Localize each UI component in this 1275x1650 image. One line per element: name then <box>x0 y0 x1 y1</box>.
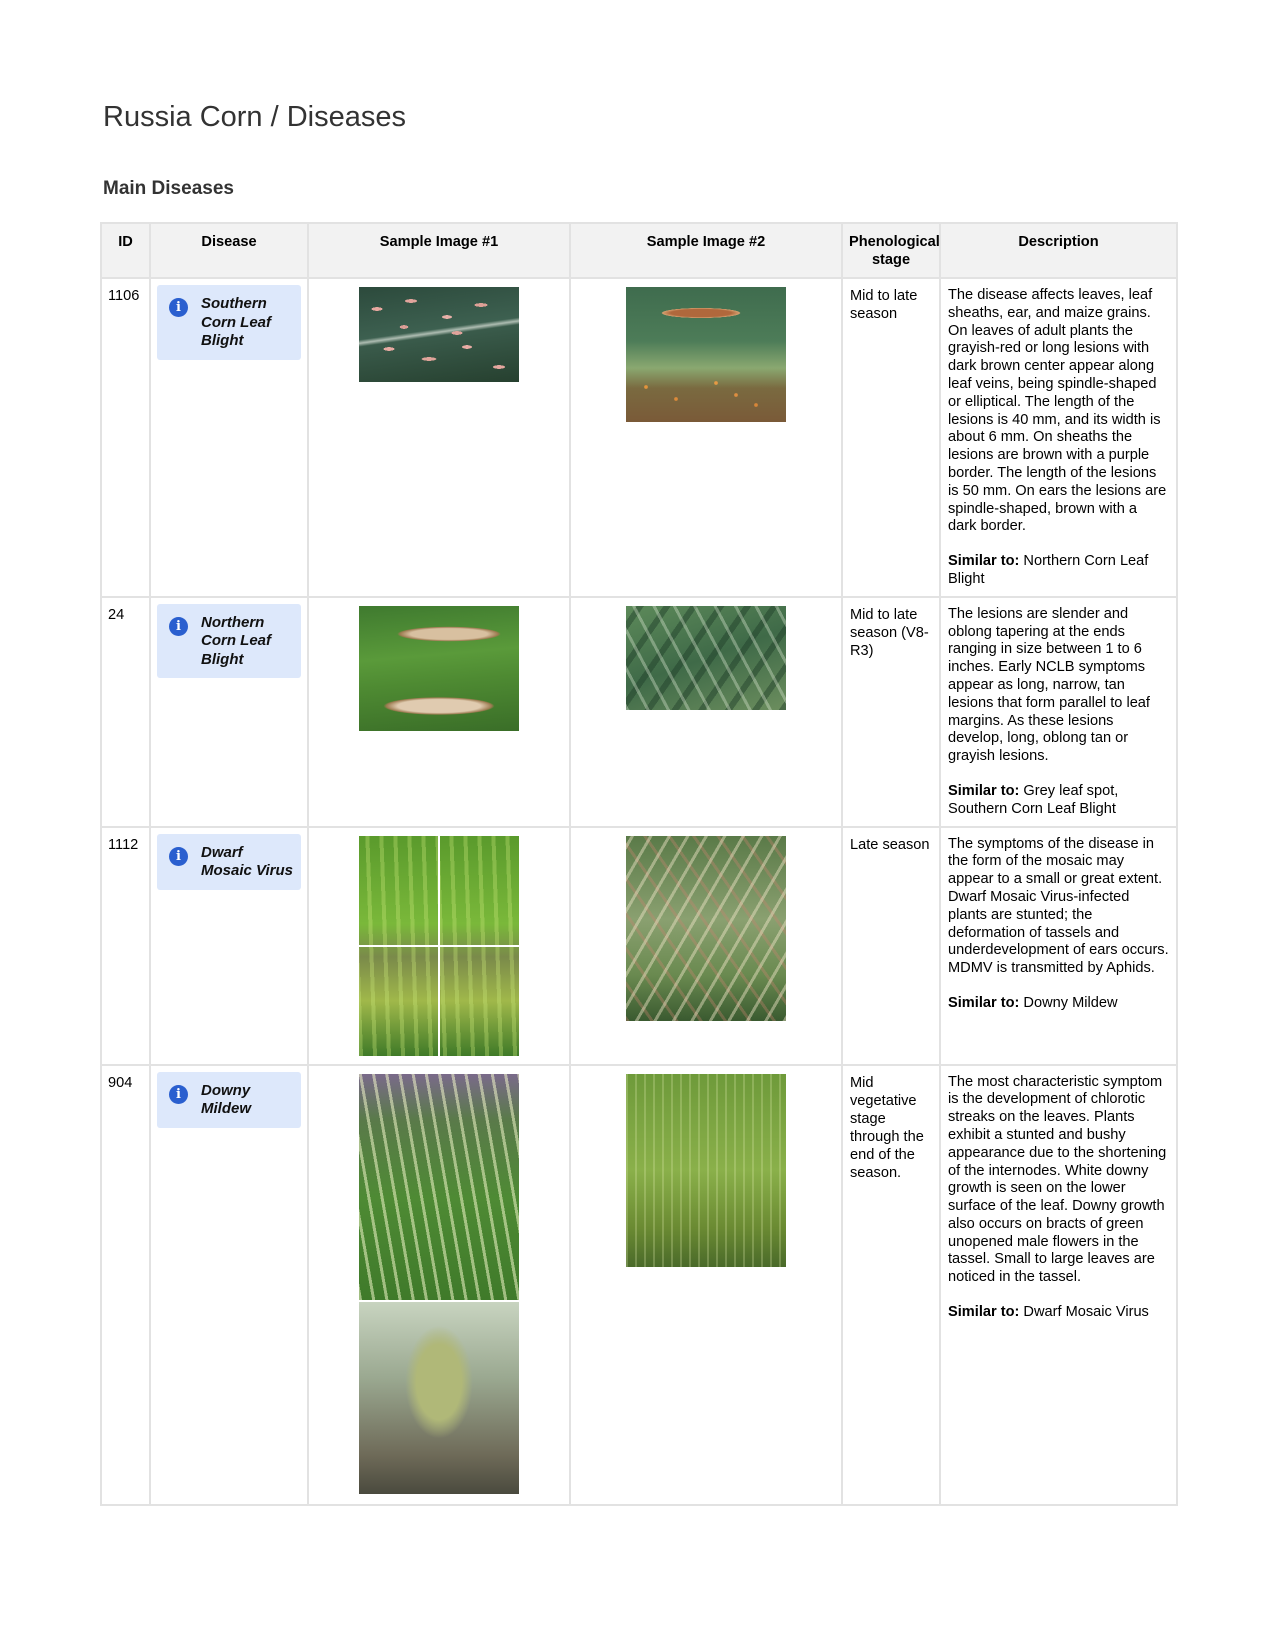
dwarf-mosaic-virus-image-1 <box>359 836 519 1056</box>
similar-label: Similar to: <box>948 994 1020 1011</box>
description-text: The disease affects leaves, leaf sheaths, ear, and maize grains. On leaves of adult plants the grayish-red or long lesions with dark brown center appear along leaf veins, being spindle-shaped or elliptical. The length of the lesions is 40 mm, and its width is about 6 mm. On sheaths the lesions are brown with a purple border. The length of the lesions is 50 mm. On ears the lesions are spindle-shaped, brown with a dark border. <box>948 287 1167 535</box>
table-row <box>101 827 1177 1065</box>
downy-mildew-image-1b <box>359 1302 519 1494</box>
disease-link[interactable] <box>157 285 301 360</box>
disease-name: Northern Corn Leaf Blight <box>201 613 272 668</box>
phenological-stage: Mid to late season (V8-R3) <box>842 597 940 827</box>
header-description: Description <box>940 223 1177 278</box>
northern-corn-leaf-blight-image-1 <box>359 606 519 731</box>
description-text: The lesions are slender and oblong tapering at the ends ranging in size between 1 to 6 inches. Early NCLB symptoms appear as long, narrow, tan lesions that form parallel to leaf margins. As these lesions develop, long, oblong tan or grayish lesions. <box>948 605 1150 765</box>
row-id: 1106 <box>101 278 150 597</box>
similar-value: Downy Mildew <box>1023 994 1118 1011</box>
disease-name: Downy Mildew <box>201 1081 252 1118</box>
description-text: The most characteristic symptom is the development of chlorotic streaks on the leaves. Plants exhibit a stunted and bushy appearance due to the shortening of the internodes. White downy growth is seen on the lower surface of the leaf. Downy growth also occurs on bracts of green unopened male flowers in the tassel. Small to large leaves are noticed in the tassel. <box>948 1073 1167 1286</box>
dwarf-mosaic-virus-image-2 <box>626 836 786 1021</box>
similar-to <box>948 783 1169 819</box>
description-text: The symptoms of the disease in the form of the mosaic may appear to a small or great extent. Dwarf Mosaic Virus-infected plants are stunted; the deformation of tassels and underdevelopment of ears occurs. MDMV is transmitted by Aphids. <box>948 835 1169 977</box>
row-id: 904 <box>101 1065 150 1505</box>
row-id: 1112 <box>101 827 150 1065</box>
row-id: 24 <box>101 597 150 827</box>
similar-to <box>948 995 1169 1013</box>
similar-value: Grey leaf spot, Southern Corn Leaf Blight <box>948 782 1119 817</box>
info-icon: i <box>169 617 188 636</box>
disease-name: Dwarf Mosaic Virus <box>201 843 293 880</box>
southern-corn-leaf-blight-image-2 <box>626 287 786 422</box>
section-title: Main Diseases <box>103 178 234 199</box>
header-stage: Phenological stage <box>842 223 940 278</box>
info-icon: i <box>169 1085 188 1104</box>
similar-value: Dwarf Mosaic Virus <box>1023 1304 1149 1321</box>
header-image-1: Sample Image #1 <box>308 223 570 278</box>
table-row <box>101 278 1177 597</box>
info-icon: i <box>169 298 188 317</box>
disease-link[interactable] <box>157 604 301 679</box>
header-id: ID <box>101 223 150 278</box>
header-image-2: Sample Image #2 <box>570 223 842 278</box>
info-icon: i <box>169 847 188 866</box>
disease-link[interactable] <box>157 1072 301 1128</box>
phenological-stage: Mid to late season <box>842 278 940 597</box>
similar-label: Similar to: <box>948 1304 1020 1321</box>
diseases-table <box>100 222 1178 1506</box>
page-title: Russia Corn / Diseases <box>103 101 406 133</box>
similar-to <box>948 1304 1169 1322</box>
downy-mildew-image-1a <box>359 1074 519 1300</box>
phenological-stage: Mid vegetative stage through the end of the season. <box>842 1065 940 1505</box>
table-row <box>101 597 1177 827</box>
table-header-row <box>101 223 1177 278</box>
disease-name: Southern Corn Leaf Blight <box>201 295 272 349</box>
southern-corn-leaf-blight-image-1 <box>359 287 519 382</box>
phenological-stage: Late season <box>842 827 940 1065</box>
table-row <box>101 1065 1177 1505</box>
similar-to <box>948 553 1169 589</box>
downy-mildew-image-2 <box>626 1074 786 1267</box>
similar-value: Northern Corn Leaf Blight <box>948 553 1149 587</box>
disease-link[interactable] <box>157 834 301 890</box>
similar-label: Similar to: <box>948 553 1020 570</box>
similar-label: Similar to: <box>948 782 1020 799</box>
northern-corn-leaf-blight-image-2 <box>626 606 786 710</box>
header-disease: Disease <box>150 223 308 278</box>
